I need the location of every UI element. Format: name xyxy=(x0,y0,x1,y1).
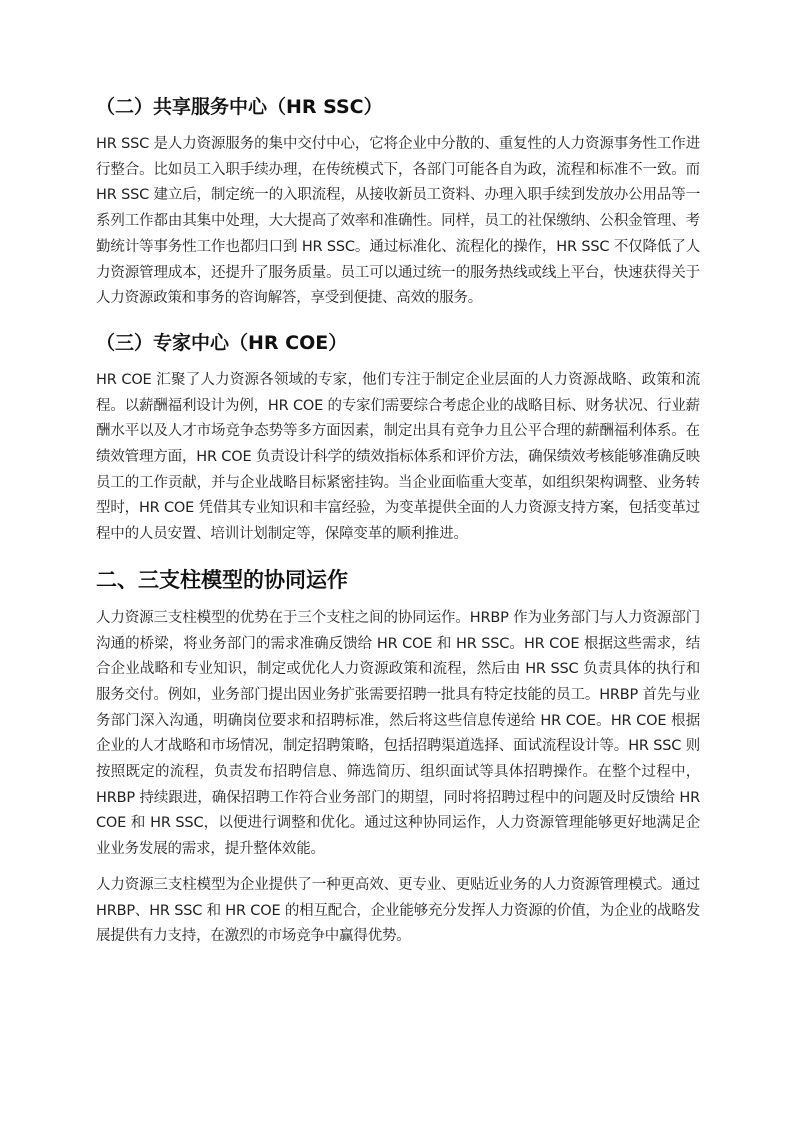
chapter-paragraph-conclusion: 人力资源三支柱模型为企业提供了一种更高效、更专业、更贴近业务的人力资源管理模式。通过 HRBP、HR SSC 和 HR COE 的相互配合，企业能够充分发挥人力资源的价值，为企业的战略发展提供有力支持，在激烈的市场竞争中赢得优势。 xyxy=(96,876,700,945)
section-paragraph-hr-ssc: HR SSC 是人力资源服务的集中交付中心，它将企业中分散的、重复性的人力资源事务性工作进行整合。比如员工入职手续办理，在传统模式下，各部门可能各自为政，流程和标准不一致。而 HR SSC 建立后，制定统一的入职流程，从接收新员工资料、办理入职手续到发放办公用品等一系列工作都由其集中处理，大大提高了效率和准确性。同样，员工的社保缴纳、公积金管理、考勤统计等事务性工作也都归口到 HR SSC。通过标准化、流程化的操作，HR SSC 不仅降低了人力资源管理成本，还提升了服务质量。员工可以通过统一的服务热线或线上平台，快速获得关于人力资源政策和事务的咨询解答，享受到便捷、高效的服务。 xyxy=(96,136,700,307)
chapter-heading-collaboration: 二、三支柱模型的协同运作 xyxy=(96,567,348,592)
section-heading-hr-ssc: （二）共享服务中心（HR SSC） xyxy=(96,96,383,118)
chapter-paragraph-collaboration: 人力资源三支柱模型的优势在于三个支柱之间的协同运作。HRBP 作为业务部门与人力资源部门沟通的桥梁，将业务部门的需求准确反馈给 HR COE 和 HR SSC。HR COE 根据这些需求，结合企业战略和专业知识，制定或优化人力资源政策和流程，然后由 HR SSC 负责具体的执行和服务交付。例如，业务部门提出因业务扩张需要招聘一批具有特定技能的员工。HRBP 首先与业务部门深入沟通，明确岗位要求和招聘标准，然后将这些信息传递给 HR COE。HR COE 根据企业的人才战略和市场情况，制定招聘策略，包括招聘渠道选择、面试流程设计等。HR SSC 则按照既定的流程，负责发布招聘信息、筛选简历、组织面试等具体招聘操作。在整个过程中，HRBP 持续跟进，确保招聘工作符合业务部门的期望，同时将招聘过程中的问题及时反馈给 HR COE 和 HR SSC，以便进行调整和优化。通过这种协同运作，人力资源管理能够更好地满足企业业务发展的需求，提升整体效能。 xyxy=(96,609,700,858)
section-heading-hr-coe: （三）专家中心（HR COE） xyxy=(96,331,348,354)
document-page xyxy=(96,92,700,950)
section-paragraph-hr-coe: HR COE 汇聚了人力资源各领域的专家，他们专注于制定企业层面的人力资源战略、政策和流程。以薪酬福利设计为例，HR COE 的专家们需要综合考虑企业的战略目标、财务状况、行业薪酬水平以及人才市场竞争态势等多方面因素，制定出具有竞争力且公平合理的薪酬福利体系。在绩效管理方面，HR COE 负责设计科学的绩效指标体系和评价方法，确保绩效考核能够准确反映员工的工作贡献，并与企业战略目标紧密挂钩。当企业面临重大变革，如组织架构调整、业务转型时，HR COE 凭借其专业知识和丰富经验，为变革提供全面的人力资源支持方案，包括变革过程中的人员安置、培训计划制定等，保障变革的顺利推进。 xyxy=(96,371,700,543)
